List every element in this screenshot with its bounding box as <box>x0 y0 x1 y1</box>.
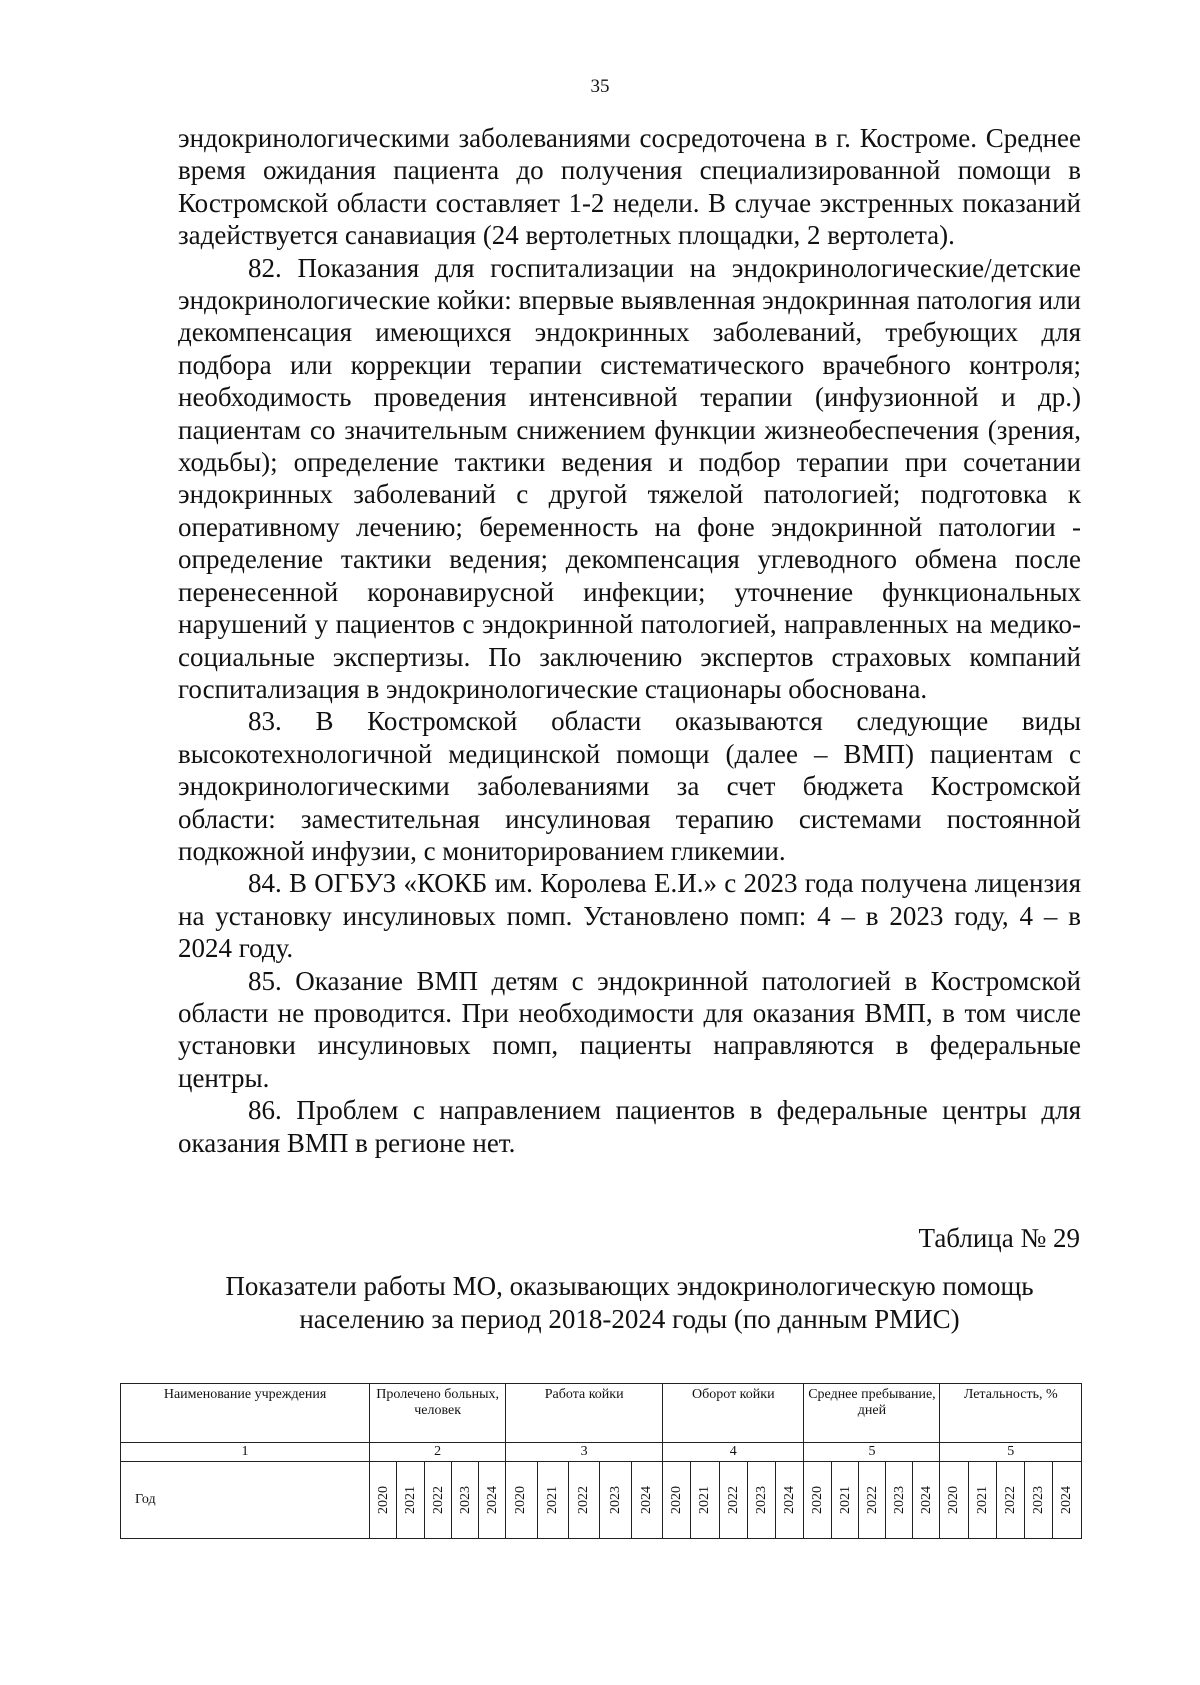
year-cell: 2024 <box>913 1462 940 1539</box>
year-cell: 2023 <box>747 1462 775 1539</box>
paragraph-84: 84. В ОГБУЗ «КОКБ им. Королева Е.И.» с 2023 года получена лицензия на установку инсулиновых помп. Установлено помп: 4 – в 2023 году, 4 – в 2024 году. <box>178 868 1081 964</box>
row-label-year: Год <box>121 1462 370 1539</box>
indicators-table <box>120 1383 1082 1539</box>
header-average-stay: Среднее пребывание, дней <box>804 1384 940 1443</box>
year-cell: 2023 <box>600 1462 631 1539</box>
year-cell: 2022 <box>568 1462 599 1539</box>
year-cell: 2020 <box>940 1462 968 1539</box>
body-text <box>178 122 1081 1159</box>
year-cell: 2022 <box>996 1462 1024 1539</box>
header-mortality: Летальность, % <box>940 1384 1082 1443</box>
year-cell: 2024 <box>478 1462 505 1539</box>
year-cell: 2021 <box>397 1462 424 1539</box>
column-number: 3 <box>506 1443 663 1462</box>
year-cell: 2021 <box>831 1462 858 1539</box>
header-treated: Пролечено больных, человек <box>370 1384 506 1443</box>
paragraph-82: 82. Показания для госпитализации на эндокринологические/детские эндокринологические койки: впервые выявленная эндокринная патология или декомпенсация имеющихся эндокринных заболеваний, требующих для подбора или коррекции терапии систематического врачебного контроля; необходимость проведения интенсивной терапии (инфузионной и др.) пациентам со значительным снижением функции жизнеобеспечения (зрения, ходьбы); определение тактики ведения и подбор терапии при сочетании эндокринных заболеваний с другой тяжелой патологией; подготовка к оперативному лечению; беременность на фоне эндокринной патологии - определение тактики ведения; декомпенсация углеводного обмена после перенесенной коронавирусной инфекции; уточнение функциональных нарушений у пациентов с эндокринной патологией, направленных на медико-социальные экспертизы. По заключению экспертов страховых компаний госпитализация в эндокринологические стационары обоснована. <box>178 252 1081 704</box>
paragraph-83: 83. В Костромской области оказываются следующие виды высокотехнологичной медицинской помощи (далее – ВМП) пациентам с эндокринологическими заболеваниями за счет бюджета Костромской области: заместительная инсулиновая терапию системами постоянной подкожной инфузии, с мониторированием гликемии. <box>178 706 1081 866</box>
table-header-row <box>121 1384 1082 1443</box>
year-cell: 2021 <box>691 1462 719 1539</box>
year-cell: 2023 <box>1025 1462 1053 1539</box>
year-cell: 2020 <box>804 1462 831 1539</box>
paragraph-86: 86. Проблем с направлением пациентов в федеральные центры для оказания ВМП в регионе нет. <box>178 1095 1081 1158</box>
column-number: 2 <box>370 1443 506 1462</box>
year-cell: 2021 <box>537 1462 568 1539</box>
year-cell: 2024 <box>1053 1462 1082 1539</box>
year-cell: 2024 <box>776 1462 804 1539</box>
table-caption: Таблица № 29 <box>918 1223 1080 1253</box>
header-institution: Наименование учреждения <box>121 1384 370 1443</box>
paragraph-85: 85. Оказание ВМП детям с эндокринной патологией в Костромской области не проводится. При необходимости для оказания ВМП, в том числе установки инсулиновых помп, пациенты направляются в федеральные центры. <box>178 965 1081 1093</box>
column-number: 5 <box>940 1443 1082 1462</box>
column-number: 5 <box>804 1443 940 1462</box>
year-cell: 2020 <box>506 1462 537 1539</box>
year-cell: 2024 <box>631 1462 662 1539</box>
table-year-row <box>121 1462 1082 1539</box>
year-cell: 2020 <box>370 1462 397 1539</box>
year-cell: 2020 <box>663 1462 691 1539</box>
table-number-row <box>121 1443 1082 1462</box>
year-cell: 2022 <box>719 1462 747 1539</box>
page-number: 35 <box>590 76 610 97</box>
table-heading: Показатели работы МО, оказывающих эндокринологическую помощь населению за период 2018-2024 годы (по данным РМИС) <box>225 1271 1034 1334</box>
year-cell: 2021 <box>968 1462 996 1539</box>
header-bed-work: Работа койки <box>506 1384 663 1443</box>
year-cell: 2022 <box>424 1462 451 1539</box>
column-number: 4 <box>663 1443 804 1462</box>
paragraph-continuation: эндокринологическими заболеваниями сосредоточена в г. Костроме. Среднее время ожидания пациента до получения специализированной помощи в Костромской области составляет 1-2 недели. В случае экстренных показаний задействуется санавиация (24 вертолетных площадки, 2 вертолета). <box>178 123 1081 251</box>
column-number: 1 <box>121 1443 370 1462</box>
year-cell: 2022 <box>858 1462 885 1539</box>
header-bed-turnover: Оборот койки <box>663 1384 804 1443</box>
year-cell: 2023 <box>886 1462 913 1539</box>
year-cell: 2023 <box>451 1462 478 1539</box>
